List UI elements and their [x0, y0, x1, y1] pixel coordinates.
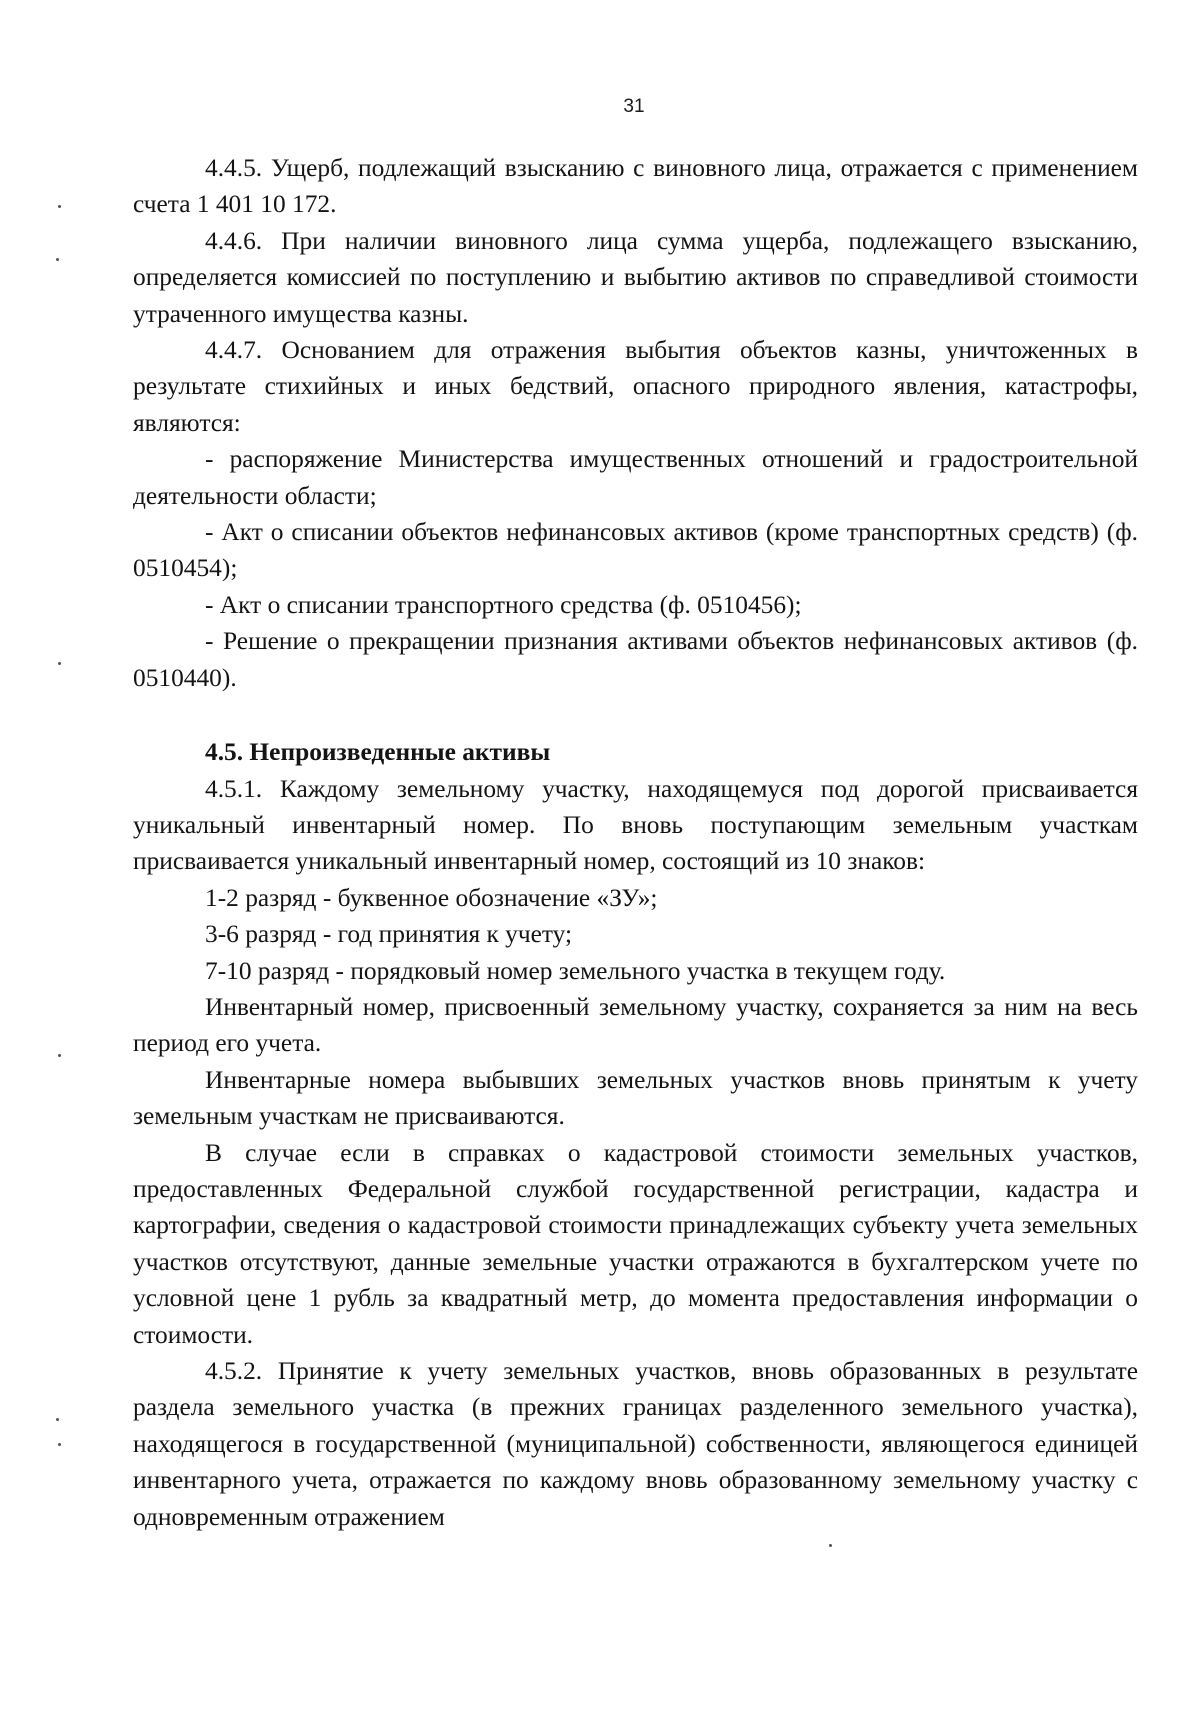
- paragraph-4-4-6: 4.4.6. При наличии виновного лица сумма ущерба, подлежащего взысканию, определяется комиссией по поступлению и выбытию активов по справедливой стоимости утраченного имущества казны.: [133, 226, 1138, 328]
- list-item-decision: - Решение о прекращении признания активами объектов нефинансовых активов (ф. 0510440).: [133, 627, 1138, 692]
- scan-speck: [58, 205, 61, 208]
- paragraph-4-4-7: 4.4.7. Основанием для отражения выбытия объектов казны, уничтоженных в результате стихийных и иных бедствий, опасного природного явления, катастрофы, являются:: [133, 336, 1138, 437]
- scan-speck: [58, 1054, 61, 1057]
- scan-speck: [58, 662, 61, 665]
- paragraph-4-4-5: 4.4.5. Ущерб, подлежащий взысканию с виновного лица, отражается с применением счета 1 401 10 172.: [133, 154, 1138, 219]
- list-item-act-assets: - Акт о списании объектов нефинансовых активов (кроме транспортных средств) (ф. 0510454);: [133, 518, 1138, 583]
- paragraph-retired-numbers: Инвентарные номера выбывших земельных участков вновь принятым к учету земельным участкам не присваиваются.: [133, 1065, 1138, 1131]
- list-item-digits-1-2: 1-2 разряд - буквенное обозначение «ЗУ»;: [205, 883, 658, 912]
- document-body: [133, 150, 1138, 1535]
- paragraph-4-5-2: 4.5.2. Принятие к учету земельных участков, вновь образованных в результате раздела земельного участка (в прежних границах разделенного земельного участка), находящегося в государственной (муниципальной) собственности, являющегося единицей инвентарного учета, отражается по каждому вновь образованному земельному участку с одновременным отражением: [133, 1357, 1138, 1531]
- list-item-digits-3-6: 3-6 разряд - год принятия к учету;: [205, 920, 573, 949]
- scan-speck: [829, 1544, 832, 1547]
- scan-speck: [56, 258, 59, 261]
- list-item-digits-7-10: 7-10 разряд - порядковый номер земельного участка в текущем году.: [205, 956, 946, 985]
- paragraph-inventory-number: Инвентарный номер, присвоенный земельному участку, сохраняется за ним на весь период его учета.: [133, 992, 1138, 1058]
- scan-speck: [58, 1443, 61, 1446]
- list-item-act-vehicle: - Акт о списании транспортного средства (ф. 0510456);: [205, 590, 802, 619]
- page-number: 31: [623, 96, 645, 117]
- list-item-order: - распоряжение Министерства имущественных отношений и градостроительной деятельности области;: [133, 445, 1138, 510]
- paragraph-4-5-1: 4.5.1. Каждому земельному участку, находящемуся под дорогой присваивается уникальный инвентарный номер. По вновь поступающим земельным участкам присваивается уникальный инвентарный номер, состоящий из 10 знаков:: [133, 774, 1138, 876]
- paragraph-cadastral-value: В случае если в справках о кадастровой стоимости земельных участков, предоставленных Федеральной службой государственной регистрации, кадастра и картографии, сведения о кадастровой стоимости принадлежащих субъекту учета земельных участков отсутствуют, данные земельные участки отражаются в бухгалтерском учете по условной цене 1 рубль за квадратный метр, до момента предоставления информации о стоимости.: [133, 1138, 1138, 1349]
- scan-speck: [56, 1418, 59, 1421]
- section-heading: 4.5. Непроизведенные активы: [205, 738, 551, 767]
